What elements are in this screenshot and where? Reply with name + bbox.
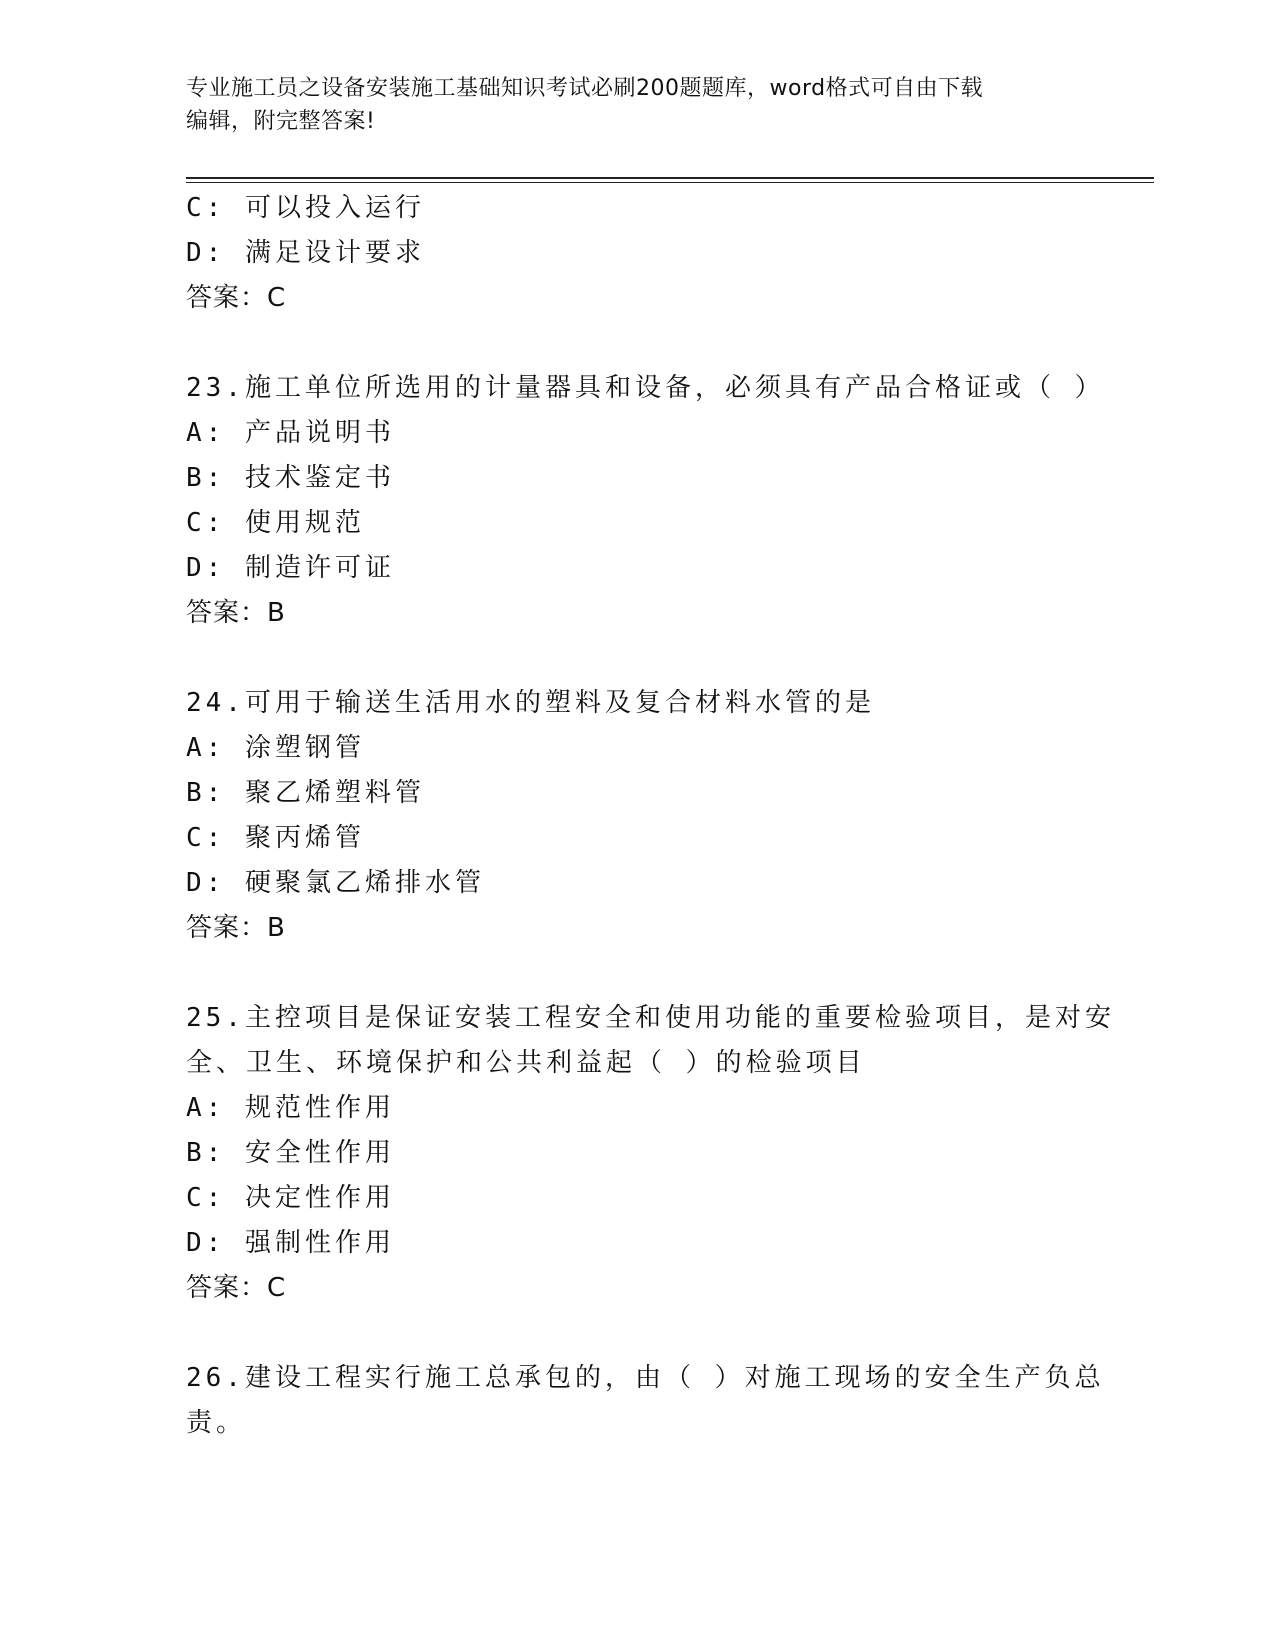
- spacer: [186, 951, 1086, 996]
- spacer: [186, 321, 1086, 366]
- question-23-answer: 答案：B: [186, 598, 286, 628]
- question-25-answer: 答案：C: [186, 1273, 287, 1303]
- question-25-option-b: B: 安全性作用: [186, 1138, 395, 1168]
- document-header: [186, 72, 1066, 138]
- question-24-answer: 答案：B: [186, 913, 286, 943]
- document-content: [186, 186, 1115, 1446]
- header-divider-bottom: [186, 182, 1154, 183]
- question-23-option-b: B: 技术鉴定书: [186, 463, 395, 493]
- question-23-option-c: C: 使用规范: [186, 508, 365, 538]
- question-25-option-d: D: 强制性作用: [186, 1228, 395, 1258]
- question-23-option-d: D: 制造许可证: [186, 553, 395, 583]
- question-25-stem-line-1: 25.主控项目是保证安装工程安全和使用功能的重要检验项目，是对安: [186, 1003, 1115, 1033]
- carryover-option-c: C: 可以投入运行: [186, 193, 425, 223]
- question-24-option-c: C: 聚丙烯管: [186, 823, 365, 853]
- header-divider-top: [186, 177, 1154, 179]
- header-line-2: 编辑，附完整答案!: [186, 109, 376, 134]
- question-26-stem-line-1: 26.建设工程实行施工总承包的，由（ ）对施工现场的安全生产负总: [186, 1363, 1105, 1393]
- spacer: [186, 636, 1086, 681]
- question-24-option-a: A: 涂塑钢管: [186, 733, 365, 763]
- question-24-stem: 24.可用于输送生活用水的塑料及复合材料水管的是: [186, 688, 875, 718]
- carryover-answer: 答案：C: [186, 283, 287, 313]
- question-24-option-d: D: 硬聚氯乙烯排水管: [186, 868, 485, 898]
- question-26-stem-line-2: 责。: [186, 1408, 247, 1438]
- question-24-option-b: B: 聚乙烯塑料管: [186, 778, 425, 808]
- question-25-stem-line-2: 全、卫生、环境保护和公共利益起（ ）的检验项目: [186, 1048, 866, 1078]
- question-25-option-c: C: 决定性作用: [186, 1183, 395, 1213]
- header-line-1: 专业施工员之设备安装施工基础知识考试必刷200题题库，word格式可自由下载: [186, 76, 984, 101]
- carryover-option-d: D: 满足设计要求: [186, 238, 425, 268]
- question-23-stem: 23.施工单位所选用的计量器具和设备，必须具有产品合格证或（ ）: [186, 373, 1105, 403]
- question-25-option-a: A: 规范性作用: [186, 1093, 395, 1123]
- spacer: [186, 1311, 1086, 1356]
- question-23-option-a: A: 产品说明书: [186, 418, 395, 448]
